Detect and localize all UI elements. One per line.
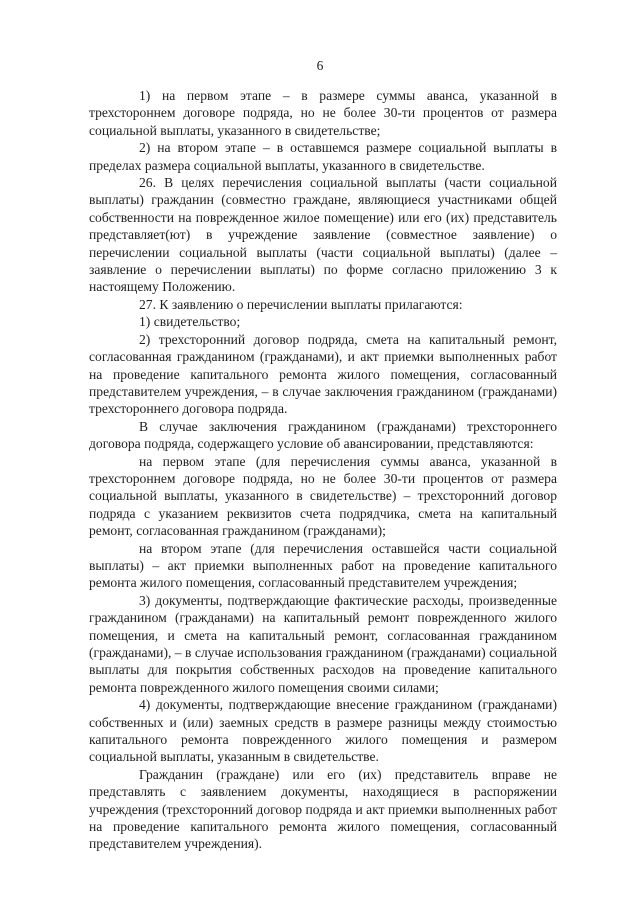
paragraph-expense-docs: 3) документы, подтверждающие фактические расходы, произведенные гражданином (гражданами) на капитальный ремонт поврежденного жилого помещения, и смета на капитальный ремонт, согласованная гражданином (гражданами), – в случае использования гражданином (гражданами) социальной выплаты для покрытия собственных расходов на проведение капитального ремонта поврежденного жилого помещения своими силами; [89,592,557,695]
paragraph-optional-docs: Гражданин (граждане) или его (их) представитель вправе не представлять с заявлением документы, находящиеся в распоряжении учреждения (трехсторонний договор подряда и акт приемки выполненных работ на проведение капитального ремонта жилого помещения, согласованный представителем учреждения). [89,766,557,852]
paragraph-own-funds-docs: 4) документы, подтверждающие внесение гражданином (гражданами) собственных и (или) заемных средств в размере разницы между стоимостью капитального ремонта поврежденного жилого помещения и размером социальной выплаты, указанным в свидетельстве. [89,697,557,765]
paragraph-item-27: 27. К заявлению о перечислении выплаты прилагаются: [139,296,463,312]
paragraph-stage-two: 2) на втором этапе – в оставшемся размере социальной выплаты в пределах размера социальной выплаты, указанного в свидетельстве. [89,140,557,173]
paragraph-first-stage-docs: на первом этапе (для перечисления суммы аванса, указанной в трехстороннем договоре подряда, но не более 30-ти процентов от размера социальной выплаты, указанного в свидетельстве) – трехсторонний договор подряда с указанием реквизитов счета подрядчика, смета на капитальный ремонт, согласованная гражданином (гражданами); [89,453,557,539]
paragraph-advance-case: В случае заключения гражданином (гражданами) трехстороннего договора подряда, содержащего условие об авансировании, представляются: [89,418,557,452]
paragraph-second-stage-docs: на втором этапе (для перечисления оставшейся части социальной выплаты) – акт приемки выполненных работ на проведение капитального ремонта жилого помещения, согласованный представителем учреждения; [89,540,557,591]
paragraph-certificate: 1) свидетельство; [139,314,241,330]
paragraph-contract-docs: 2) трехсторонний договор подряда, смета на капитальный ремонт, согласованная гражданином (гражданами), и акт приемки выполненных работ на проведение капитального ремонта жилого помещения, согласованный представителем учреждения, – в случае заключения гражданином (гражданами) трехстороннего договора подряда. [89,331,557,417]
paragraph-item-26: 26. В целях перечисления социальной выплаты (части социальной выплаты) гражданин (совместно граждане, являющиеся участниками общей собственности на поврежденное жилое помещение) или его (их) представитель представляет(ют) в учреждение заявление (совместное заявление) о перечислении социальной выплаты (части социальной выплаты) (далее – заявление о перечислении выплаты) по форме согласно приложению 3 к настоящему Положению. [89,175,557,295]
paragraph-stage-one: 1) на первом этапе – в размере суммы аванса, указанной в трехстороннем договоре подряда, но не более 30-ти процентов от размера социальной выплаты, указанного в свидетельстве; [89,88,557,138]
document-body [89,87,557,853]
page-number: 6 [316,58,324,73]
